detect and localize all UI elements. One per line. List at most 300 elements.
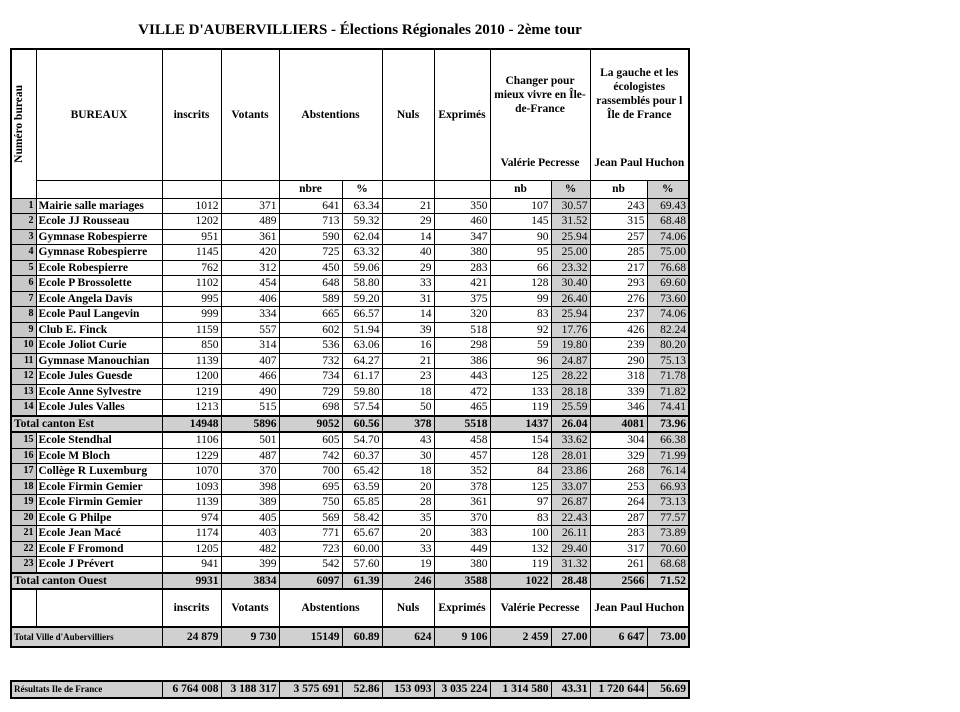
- table-row: [11, 400, 689, 416]
- cand1-pct-cell: 23.86: [551, 464, 590, 480]
- cand1-nb-cell: 97: [490, 495, 551, 511]
- nuls-cell: 14: [382, 307, 434, 323]
- cand2-pct-cell: 74.06: [647, 229, 689, 245]
- exprimes-total: 5518: [434, 416, 490, 433]
- abstentions-nbre-cell: 542: [279, 557, 342, 573]
- bureau-number: 10: [11, 338, 36, 354]
- list1-name: Changer pour mieux vivre en Île-de-France: [494, 75, 586, 115]
- bureau-name: Ecole J Prévert: [36, 557, 162, 573]
- total-canton-est-row: [11, 416, 689, 433]
- inscrits-cell: 1174: [162, 526, 221, 542]
- cand1-pct-cell: 31.52: [551, 214, 590, 230]
- inscrits-cell: 1213: [162, 400, 221, 416]
- results-table: [10, 48, 690, 648]
- cand2-pct-cell: 71.82: [647, 384, 689, 400]
- abstentions-pct-cell: 63.34: [342, 198, 382, 214]
- votants-cell: 334: [221, 307, 279, 323]
- abstentions-nbre-cell: 536: [279, 338, 342, 354]
- exprimes-cell: 458: [434, 432, 490, 448]
- cand1-pct-cell: 30.57: [551, 198, 590, 214]
- cand1-pct-idf: 43.31: [551, 681, 590, 698]
- bureau-number: 7: [11, 291, 36, 307]
- bureau-number: 18: [11, 479, 36, 495]
- nuls-cell: 29: [382, 260, 434, 276]
- exprimes-cell: 347: [434, 229, 490, 245]
- exprimes-ville: 9 106: [434, 627, 490, 647]
- inscrits-cell: 1159: [162, 322, 221, 338]
- inscrits-cell: 999: [162, 307, 221, 323]
- abstentions-nbre-cell: 729: [279, 384, 342, 400]
- bureau-number: 22: [11, 541, 36, 557]
- cand2-nb-cell: 304: [590, 432, 647, 448]
- abstentions-nbre-total: 6097: [279, 573, 342, 590]
- resultats-idf-table: [10, 680, 690, 699]
- cand1-pct-cell: 26.87: [551, 495, 590, 511]
- table-row: [11, 384, 689, 400]
- bureau-number: 20: [11, 510, 36, 526]
- exprimes-cell: 518: [434, 322, 490, 338]
- inscrits-cell: 1093: [162, 479, 221, 495]
- cand1-pct-cell: 17.76: [551, 322, 590, 338]
- cand2-pct-cell: 71.99: [647, 448, 689, 464]
- abstentions-pct-ville: 60.89: [342, 627, 382, 647]
- cand1-pct-cell: 26.11: [551, 526, 590, 542]
- exprimes-cell: 283: [434, 260, 490, 276]
- cand1-nb-cell: 66: [490, 260, 551, 276]
- nuls-cell: 23: [382, 369, 434, 385]
- votants-ville: 9 730: [221, 627, 279, 647]
- cand1-nb-cell: 145: [490, 214, 551, 230]
- abstentions-pct-cell: 63.32: [342, 245, 382, 261]
- cand1-nb-ville: 2 459: [490, 627, 551, 647]
- cand1-pct-cell: 28.18: [551, 384, 590, 400]
- cand1-pct-cell: 28.22: [551, 369, 590, 385]
- cand2-pct-cell: 70.60: [647, 541, 689, 557]
- bureau-number: 12: [11, 369, 36, 385]
- inscrits-cell: 1219: [162, 384, 221, 400]
- bureau-name: Gymnase Manouchian: [36, 353, 162, 369]
- abstentions-pct-total: 61.39: [342, 573, 382, 590]
- votants-cell: 406: [221, 291, 279, 307]
- cand2-pct-cell: 74.06: [647, 307, 689, 323]
- cand2-nb-cell: 239: [590, 338, 647, 354]
- cand1-name: Valérie Pecresse: [500, 156, 580, 169]
- cand2-nb-cell: 290: [590, 353, 647, 369]
- cand2-nb-header: nb: [590, 180, 647, 198]
- votants-total: 3834: [221, 573, 279, 590]
- exprimes-cell: 320: [434, 307, 490, 323]
- bureau-number: 15: [11, 432, 36, 448]
- bureau-number: 14: [11, 400, 36, 416]
- nuls-idf: 153 093: [382, 681, 434, 698]
- cand2-pct-cell: 76.68: [647, 260, 689, 276]
- cand1-pct-cell: 24.87: [551, 353, 590, 369]
- votants-total: 5896: [221, 416, 279, 433]
- inscrits-cell: 1139: [162, 495, 221, 511]
- abstentions-nbre-cell: 713: [279, 214, 342, 230]
- cand2-nb-cell: 253: [590, 479, 647, 495]
- votants-cell: 370: [221, 464, 279, 480]
- exprimes-cell: 352: [434, 464, 490, 480]
- cand2-pct-ville: 73.00: [647, 627, 689, 647]
- abstentions-pct-cell: 60.00: [342, 541, 382, 557]
- votants-cell: 482: [221, 541, 279, 557]
- cand2-pct-cell: 80.20: [647, 338, 689, 354]
- votants-cell: 557: [221, 322, 279, 338]
- bureau-number: 8: [11, 307, 36, 323]
- abstentions-nbre-cell: 771: [279, 526, 342, 542]
- cand2-pct-cell: 68.68: [647, 557, 689, 573]
- inscrits-cell: 1012: [162, 198, 221, 214]
- cand2-pct-cell: 68.48: [647, 214, 689, 230]
- votants-cell: 487: [221, 448, 279, 464]
- table-row: [11, 307, 689, 323]
- table-row: [11, 432, 689, 448]
- votants-cell: 389: [221, 495, 279, 511]
- table-row: [11, 245, 689, 261]
- exprimes-cell: 386: [434, 353, 490, 369]
- cand1-pct-cell: 23.32: [551, 260, 590, 276]
- cand2-nb-cell: 329: [590, 448, 647, 464]
- bureau-number: 1: [11, 198, 36, 214]
- abstentions-nbre-cell: 723: [279, 541, 342, 557]
- footer-exprimes-header: Exprimés: [434, 589, 490, 627]
- total-ville-label: Total Ville d'Aubervilliers: [11, 627, 162, 647]
- cand2-nb-cell: 318: [590, 369, 647, 385]
- cand2-pct-cell: 73.13: [647, 495, 689, 511]
- abstentions-nbre-cell: 700: [279, 464, 342, 480]
- cand2-nb-cell: 237: [590, 307, 647, 323]
- exprimes-cell: 370: [434, 510, 490, 526]
- abstentions-nbre-cell: 698: [279, 400, 342, 416]
- bureau-number: 9: [11, 322, 36, 338]
- cand1-pct-cell: 33.07: [551, 479, 590, 495]
- bureau-name: Mairie salle mariages: [36, 198, 162, 214]
- bureau-name: Ecole Robespierre: [36, 260, 162, 276]
- abstentions-pct-cell: 59.06: [342, 260, 382, 276]
- bureau-name: Ecole Jules Guesde: [36, 369, 162, 385]
- abstentions-pct-cell: 64.27: [342, 353, 382, 369]
- resultats-idf-row: [11, 681, 689, 698]
- abstentions-nbre-cell: 665: [279, 307, 342, 323]
- inscrits-cell: 762: [162, 260, 221, 276]
- inscrits-header: inscrits: [162, 49, 221, 180]
- abstentions-pct-cell: 61.17: [342, 369, 382, 385]
- nuls-cell: 40: [382, 245, 434, 261]
- table-row: [11, 369, 689, 385]
- total-label: Total canton Ouest: [11, 573, 162, 590]
- abstentions-pct-cell: 59.20: [342, 291, 382, 307]
- abstentions-pct-header: %: [342, 180, 382, 198]
- cand1-nb-cell: 96: [490, 353, 551, 369]
- abstentions-pct-cell: 62.04: [342, 229, 382, 245]
- bureau-name: Ecole Firmin Gemier: [36, 495, 162, 511]
- inscrits-cell: 1070: [162, 464, 221, 480]
- footer-cand1-header: Valérie Pecresse: [490, 589, 590, 627]
- cand1-nb-cell: 125: [490, 479, 551, 495]
- cand1-nb-cell: 128: [490, 448, 551, 464]
- cand2-pct-cell: 75.00: [647, 245, 689, 261]
- cand2-nb-cell: 346: [590, 400, 647, 416]
- bureau-name: Gymnase Robespierre: [36, 245, 162, 261]
- nuls-cell: 33: [382, 541, 434, 557]
- nuls-cell: 33: [382, 276, 434, 292]
- bureau-name: Ecole Jean Macé: [36, 526, 162, 542]
- cand2-nb-cell: 257: [590, 229, 647, 245]
- exprimes-cell: 421: [434, 276, 490, 292]
- abstentions-pct-cell: 58.42: [342, 510, 382, 526]
- table-row: [11, 276, 689, 292]
- inscrits-total: 14948: [162, 416, 221, 433]
- inscrits-total: 9931: [162, 573, 221, 590]
- cand1-nb-cell: 132: [490, 541, 551, 557]
- numero-bureau-header: Numéro bureau: [13, 84, 25, 163]
- bureau-number: 16: [11, 448, 36, 464]
- bureau-number: 13: [11, 384, 36, 400]
- list1-header: [490, 49, 590, 180]
- inscrits-cell: 1200: [162, 369, 221, 385]
- cand1-nb-cell: 99: [490, 291, 551, 307]
- exprimes-total: 3588: [434, 573, 490, 590]
- votants-cell: 489: [221, 214, 279, 230]
- abstentions-pct-cell: 66.57: [342, 307, 382, 323]
- footer-abstentions-header: Abstentions: [279, 589, 382, 627]
- cand1-pct-cell: 25.94: [551, 307, 590, 323]
- exprimes-header: Exprimés: [434, 49, 490, 180]
- abstentions-nbre-cell: 569: [279, 510, 342, 526]
- abstentions-nbre-cell: 590: [279, 229, 342, 245]
- table-row: [11, 464, 689, 480]
- nuls-total: 246: [382, 573, 434, 590]
- table-row: [11, 510, 689, 526]
- exprimes-cell: 350: [434, 198, 490, 214]
- total-ville-row: [11, 627, 689, 647]
- cand2-nb-cell: 264: [590, 495, 647, 511]
- abstentions-header: Abstentions: [279, 49, 382, 180]
- abstentions-pct-cell: 57.60: [342, 557, 382, 573]
- votants-idf: 3 188 317: [221, 681, 279, 698]
- cand1-pct-cell: 29.40: [551, 541, 590, 557]
- bureau-name: Ecole Joliot Curie: [36, 338, 162, 354]
- table-row: [11, 229, 689, 245]
- nuls-cell: 39: [382, 322, 434, 338]
- nuls-cell: 18: [382, 464, 434, 480]
- abstentions-pct-idf: 52.86: [342, 681, 382, 698]
- cand2-nb-total: 4081: [590, 416, 647, 433]
- votants-cell: 420: [221, 245, 279, 261]
- bureau-number: 23: [11, 557, 36, 573]
- exprimes-cell: 361: [434, 495, 490, 511]
- cand1-pct-total: 26.04: [551, 416, 590, 433]
- cand2-nb-cell: 285: [590, 245, 647, 261]
- exprimes-cell: 378: [434, 479, 490, 495]
- votants-cell: 314: [221, 338, 279, 354]
- nuls-cell: 19: [382, 557, 434, 573]
- votants-cell: 371: [221, 198, 279, 214]
- total-label: Total canton Est: [11, 416, 162, 433]
- nuls-cell: 18: [382, 384, 434, 400]
- cand2-pct-cell: 69.60: [647, 276, 689, 292]
- votants-cell: 361: [221, 229, 279, 245]
- inscrits-ville: 24 879: [162, 627, 221, 647]
- abstentions-nbre-idf: 3 575 691: [279, 681, 342, 698]
- cand1-pct-cell: 33.62: [551, 432, 590, 448]
- votants-cell: 466: [221, 369, 279, 385]
- abstentions-nbre-header: nbre: [279, 180, 342, 198]
- table-row: [11, 214, 689, 230]
- inscrits-cell: 974: [162, 510, 221, 526]
- bureau-name: Ecole F Fromond: [36, 541, 162, 557]
- cand2-nb-cell: 315: [590, 214, 647, 230]
- bureau-name: Gymnase Robespierre: [36, 229, 162, 245]
- cand1-pct-cell: 31.32: [551, 557, 590, 573]
- votants-cell: 454: [221, 276, 279, 292]
- bureau-name: Ecole G Philpe: [36, 510, 162, 526]
- bureau-number: 21: [11, 526, 36, 542]
- exprimes-cell: 465: [434, 400, 490, 416]
- abstentions-pct-cell: 57.54: [342, 400, 382, 416]
- table-row: [11, 479, 689, 495]
- exprimes-cell: 383: [434, 526, 490, 542]
- abstentions-nbre-cell: 648: [279, 276, 342, 292]
- cand1-pct-cell: 25.00: [551, 245, 590, 261]
- page-title: VILLE D'AUBERVILLIERS - Élections Régionales 2010 - 2ème tour: [138, 22, 582, 38]
- abstentions-pct-cell: 65.42: [342, 464, 382, 480]
- exprimes-idf: 3 035 224: [434, 681, 490, 698]
- table-row: [11, 338, 689, 354]
- cand1-nb-cell: 125: [490, 369, 551, 385]
- abstentions-nbre-cell: 602: [279, 322, 342, 338]
- abstentions-pct-cell: 63.06: [342, 338, 382, 354]
- nuls-cell: 43: [382, 432, 434, 448]
- cand1-pct-ville: 27.00: [551, 627, 590, 647]
- votants-cell: 399: [221, 557, 279, 573]
- exprimes-cell: 457: [434, 448, 490, 464]
- bureau-number: 3: [11, 229, 36, 245]
- abstentions-pct-cell: 54.70: [342, 432, 382, 448]
- cand2-pct-cell: 73.89: [647, 526, 689, 542]
- empty-cell: [11, 589, 36, 627]
- cand1-nb-cell: 119: [490, 400, 551, 416]
- inscrits-idf: 6 764 008: [162, 681, 221, 698]
- bureau-name: Ecole Anne Sylvestre: [36, 384, 162, 400]
- votants-cell: 405: [221, 510, 279, 526]
- table-row: [11, 448, 689, 464]
- bureau-name: Ecole Stendhal: [36, 432, 162, 448]
- cand2-nb-cell: 426: [590, 322, 647, 338]
- votants-cell: 501: [221, 432, 279, 448]
- cand2-pct-cell: 82.24: [647, 322, 689, 338]
- exprimes-cell: 460: [434, 214, 490, 230]
- exprimes-cell: 443: [434, 369, 490, 385]
- inscrits-cell: 1205: [162, 541, 221, 557]
- votants-cell: 490: [221, 384, 279, 400]
- cand2-nb-cell: 339: [590, 384, 647, 400]
- cand2-pct-cell: 77.57: [647, 510, 689, 526]
- cand1-nb-cell: 100: [490, 526, 551, 542]
- cand1-nb-cell: 133: [490, 384, 551, 400]
- abstentions-nbre-cell: 734: [279, 369, 342, 385]
- cand1-nb-cell: 83: [490, 510, 551, 526]
- cand2-nb-cell: 243: [590, 198, 647, 214]
- exprimes-cell: 449: [434, 541, 490, 557]
- bureau-name: Ecole Firmin Gemier: [36, 479, 162, 495]
- table-row: [11, 353, 689, 369]
- cand2-nb-cell: 268: [590, 464, 647, 480]
- abstentions-pct-cell: 65.67: [342, 526, 382, 542]
- resultats-idf-label: Résultats Ile de France: [11, 681, 162, 698]
- cand2-nb-ville: 6 647: [590, 627, 647, 647]
- nuls-cell: 28: [382, 495, 434, 511]
- cand2-name: Jean Paul Huchon: [594, 156, 685, 169]
- cand1-pct-cell: 22.43: [551, 510, 590, 526]
- nuls-cell: 21: [382, 353, 434, 369]
- inscrits-cell: 1139: [162, 353, 221, 369]
- table-row: [11, 322, 689, 338]
- cand1-pct-cell: 19.80: [551, 338, 590, 354]
- nuls-ville: 624: [382, 627, 434, 647]
- cand2-nb-cell: 217: [590, 260, 647, 276]
- inscrits-cell: 995: [162, 291, 221, 307]
- bureau-number: 6: [11, 276, 36, 292]
- abstentions-pct-total: 60.56: [342, 416, 382, 433]
- abstentions-nbre-total: 9052: [279, 416, 342, 433]
- bureaux-header: BUREAUX: [36, 49, 162, 180]
- inscrits-cell: 1202: [162, 214, 221, 230]
- nuls-total: 378: [382, 416, 434, 433]
- cand1-pct-cell: 26.40: [551, 291, 590, 307]
- bureau-name: Ecole P Brossolette: [36, 276, 162, 292]
- cand1-nb-cell: 90: [490, 229, 551, 245]
- votants-cell: 407: [221, 353, 279, 369]
- table-row: [11, 291, 689, 307]
- cand2-pct-cell: 74.41: [647, 400, 689, 416]
- votants-cell: 312: [221, 260, 279, 276]
- cand2-pct-idf: 56.69: [647, 681, 689, 698]
- table-row: [11, 541, 689, 557]
- table-row: [11, 557, 689, 573]
- cand1-nb-header: nb: [490, 180, 551, 198]
- nuls-cell: 20: [382, 479, 434, 495]
- nuls-header: Nuls: [382, 49, 434, 180]
- footer-inscrits-header: inscrits: [162, 589, 221, 627]
- footer-header-row: [11, 589, 689, 627]
- cand1-nb-cell: 128: [490, 276, 551, 292]
- abstentions-nbre-cell: 695: [279, 479, 342, 495]
- inscrits-cell: 941: [162, 557, 221, 573]
- empty-cell: [36, 589, 162, 627]
- cand1-pct-cell: 30.40: [551, 276, 590, 292]
- abstentions-nbre-cell: 732: [279, 353, 342, 369]
- cand1-nb-cell: 92: [490, 322, 551, 338]
- cand2-pct-total: 73.96: [647, 416, 689, 433]
- inscrits-cell: 850: [162, 338, 221, 354]
- cand2-nb-cell: 317: [590, 541, 647, 557]
- cand1-pct-cell: 28.01: [551, 448, 590, 464]
- cand2-pct-cell: 73.60: [647, 291, 689, 307]
- bureau-name: Collège R Luxemburg: [36, 464, 162, 480]
- abstentions-pct-cell: 65.85: [342, 495, 382, 511]
- abstentions-pct-cell: 59.32: [342, 214, 382, 230]
- bureau-name: Club E. Finck: [36, 322, 162, 338]
- table-row: [11, 526, 689, 542]
- nuls-cell: 31: [382, 291, 434, 307]
- cand2-nb-cell: 293: [590, 276, 647, 292]
- nuls-cell: 29: [382, 214, 434, 230]
- exprimes-cell: 472: [434, 384, 490, 400]
- bureau-number: 19: [11, 495, 36, 511]
- exprimes-cell: 380: [434, 557, 490, 573]
